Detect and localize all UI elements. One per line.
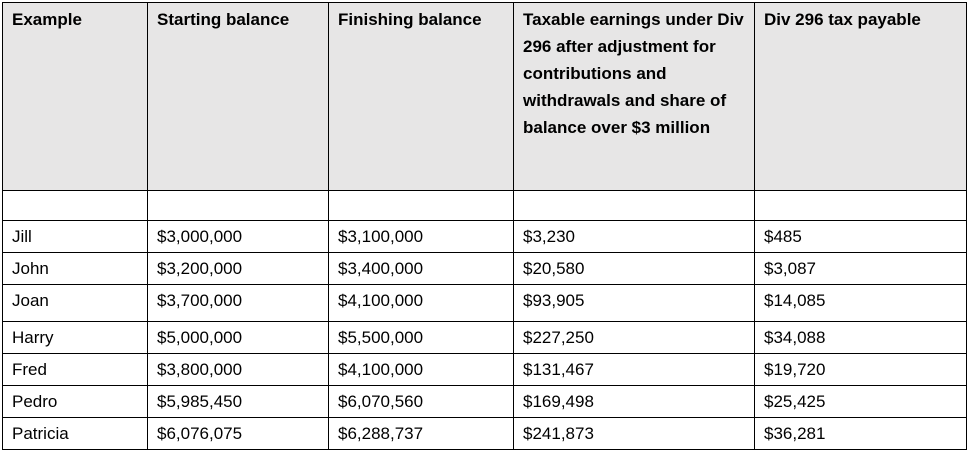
cell-example: Harry bbox=[3, 322, 148, 354]
header-finishing-balance: Finishing balance bbox=[329, 3, 514, 191]
cell-finishing-balance: $3,100,000 bbox=[329, 221, 514, 253]
cell-finishing-balance: $4,100,000 bbox=[329, 285, 514, 322]
cell-finishing-balance: $4,100,000 bbox=[329, 354, 514, 386]
cell-example: Patricia bbox=[3, 418, 148, 450]
div296-examples-table bbox=[2, 2, 967, 450]
cell-example: Joan bbox=[3, 285, 148, 322]
cell-tax-payable: $36,281 bbox=[755, 418, 967, 450]
cell-tax-payable: $34,088 bbox=[755, 322, 967, 354]
cell-tax-payable: $3,087 bbox=[755, 253, 967, 285]
cell-finishing-balance: $3,400,000 bbox=[329, 253, 514, 285]
cell-taxable-earnings: $3,230 bbox=[514, 221, 755, 253]
cell-tax-payable: $485 bbox=[755, 221, 967, 253]
table-row bbox=[3, 285, 967, 322]
cell-example: Fred bbox=[3, 354, 148, 386]
table-row bbox=[3, 386, 967, 418]
cell-example: Jill bbox=[3, 221, 148, 253]
cell-starting-balance: $6,076,075 bbox=[148, 418, 329, 450]
cell-tax-payable: $14,085 bbox=[755, 285, 967, 322]
cell-starting-balance: $3,700,000 bbox=[148, 285, 329, 322]
table-row bbox=[3, 253, 967, 285]
cell-finishing-balance: $6,288,737 bbox=[329, 418, 514, 450]
cell-starting-balance: $3,800,000 bbox=[148, 354, 329, 386]
cell-example: John bbox=[3, 253, 148, 285]
cell-tax-payable: $19,720 bbox=[755, 354, 967, 386]
header-tax-payable: Div 296 tax payable bbox=[755, 3, 967, 191]
empty-cell bbox=[329, 191, 514, 221]
cell-taxable-earnings: $169,498 bbox=[514, 386, 755, 418]
cell-starting-balance: $5,000,000 bbox=[148, 322, 329, 354]
cell-starting-balance: $5,985,450 bbox=[148, 386, 329, 418]
table-row bbox=[3, 354, 967, 386]
header-starting-balance: Starting balance bbox=[148, 3, 329, 191]
cell-example: Pedro bbox=[3, 386, 148, 418]
cell-taxable-earnings: $227,250 bbox=[514, 322, 755, 354]
table-row bbox=[3, 221, 967, 253]
header-taxable-earnings: Taxable earnings under Div 296 after adjustment for contributions and withdrawals and share of balance over $3 million bbox=[514, 3, 755, 191]
empty-cell bbox=[514, 191, 755, 221]
cell-taxable-earnings: $20,580 bbox=[514, 253, 755, 285]
table-row bbox=[3, 322, 967, 354]
header-example: Example bbox=[3, 3, 148, 191]
cell-finishing-balance: $5,500,000 bbox=[329, 322, 514, 354]
cell-starting-balance: $3,000,000 bbox=[148, 221, 329, 253]
empty-row bbox=[3, 191, 967, 221]
cell-finishing-balance: $6,070,560 bbox=[329, 386, 514, 418]
empty-cell bbox=[755, 191, 967, 221]
empty-cell bbox=[148, 191, 329, 221]
header-row bbox=[3, 3, 967, 191]
table-row bbox=[3, 418, 967, 450]
cell-taxable-earnings: $131,467 bbox=[514, 354, 755, 386]
cell-tax-payable: $25,425 bbox=[755, 386, 967, 418]
cell-taxable-earnings: $93,905 bbox=[514, 285, 755, 322]
cell-starting-balance: $3,200,000 bbox=[148, 253, 329, 285]
cell-taxable-earnings: $241,873 bbox=[514, 418, 755, 450]
empty-cell bbox=[3, 191, 148, 221]
